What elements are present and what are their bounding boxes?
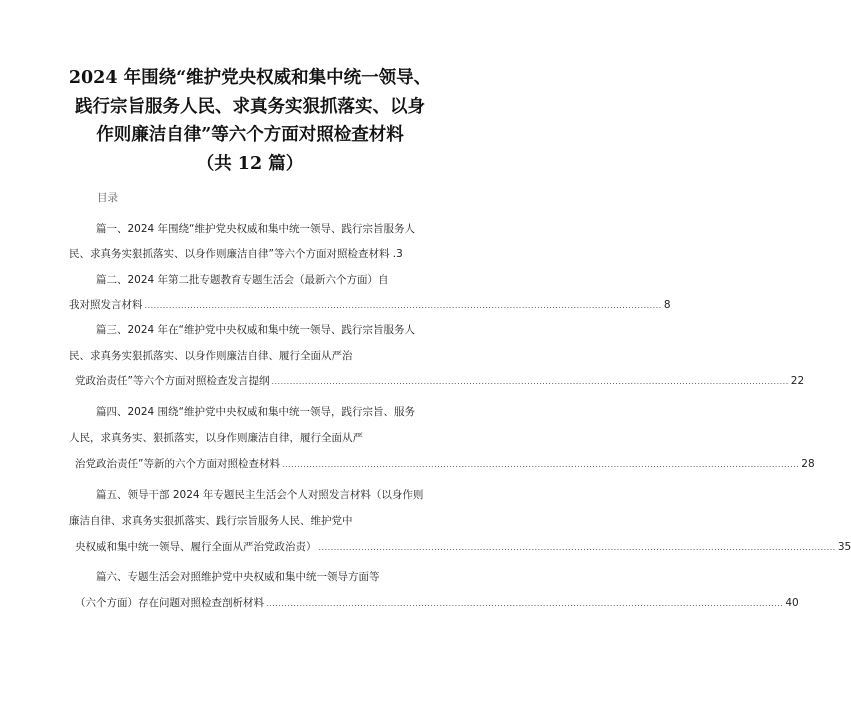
toc-entry-4-line-3[interactable] (75, 457, 815, 472)
toc-entry-2-line-2[interactable] (69, 298, 671, 313)
document-title-count: （共 12 篇） (196, 154, 304, 174)
toc-entry-6-line-1[interactable]: 篇六、专题生活会对照维护党中央权威和集中统一领导方面等 (96, 571, 380, 583)
toc-entry-6-line-2[interactable] (75, 596, 799, 611)
document-title-line-2: 践行宗旨服务人民、求真务实狠抓落实、以身 (75, 97, 425, 117)
toc-entry-3-line-1[interactable]: 篇三、2024 年在“维护党中央权威和集中统一领导、践行宗旨服务人 (96, 324, 415, 336)
toc-entry-4-line-1[interactable]: 篇四、2024 围绕“维护党中央权威和集中统一领导，践行宗旨、服务 (96, 406, 415, 418)
toc-entry-3-page: 22 (790, 375, 805, 387)
toc-entry-6-text: （六个方面）存在问题对照检查剖析材料 (75, 597, 264, 609)
toc-leader-dots: .......................................................................................................................................................................... (271, 377, 789, 386)
toc-entry-1-line-2[interactable]: 民、求真务实狠抓落实、以身作则廉洁自律”等六个方面对照检查材料 .3 (69, 248, 403, 260)
document-title-line-3: 作则廉洁自律”等六个方面对照检查材料 (96, 125, 404, 145)
toc-leader-dots: .......................................................................................................................................................................... (144, 301, 662, 310)
toc-entry-6-page: 40 (785, 597, 799, 609)
toc-entry-5-line-1[interactable]: 篇五、领导干部 2024 年专题民主生活会个人对照发言材料（以身作则 (96, 489, 424, 501)
toc-entry-3-line-2[interactable]: 民、求真务实狠抓落实、以身作则廉洁自律、履行全面从严治 (69, 350, 353, 362)
toc-leader-dots: .......................................................................................................................................................................... (281, 460, 800, 469)
toc-entry-4-line-2[interactable]: 人民，求真务实、狠抓落实，以身作则廉洁自律，履行全面从严 (69, 432, 363, 444)
toc-entry-2-text: 我对照发言材料 (69, 299, 143, 311)
toc-entry-4-text: 治党政治责任”等新的六个方面对照检查材料 (75, 458, 280, 470)
toc-entry-5-page: 35 (837, 541, 851, 553)
document-title-line-1: 2024 年围绕“维护党央权威和集中统一领导、 (68, 68, 432, 88)
toc-entry-1-line-1[interactable]: 篇一、2024 年围绕“维护党央权威和集中统一领导、践行宗旨服务人 (96, 223, 415, 235)
toc-entry-5-line-2[interactable]: 廉洁自律、求真务实狠抓落实、践行宗旨服务人民、维护党中 (69, 515, 353, 527)
toc-leader-dots: .......................................................................................................................................................................... (318, 543, 836, 552)
toc-heading: 目录 (97, 192, 118, 204)
toc-leader-dots: .......................................................................................................................................................................... (266, 599, 784, 608)
toc-entry-3-line-3[interactable] (75, 374, 805, 389)
toc-entry-5-text: 央权威和集中统一领导、履行全面从严治党政治责） (75, 541, 317, 553)
toc-entry-2-page: 8 (663, 299, 671, 311)
toc-entry-4-page: 28 (801, 458, 815, 470)
toc-entry-2-line-1[interactable]: 篇二、2024 年第二批专题教育专题生活会（最新六个方面）自 (96, 274, 389, 286)
toc-entry-5-line-3[interactable] (75, 540, 851, 555)
toc-entry-3-text: 党政治责任”等六个方面对照检查发言提纲 (75, 375, 270, 387)
